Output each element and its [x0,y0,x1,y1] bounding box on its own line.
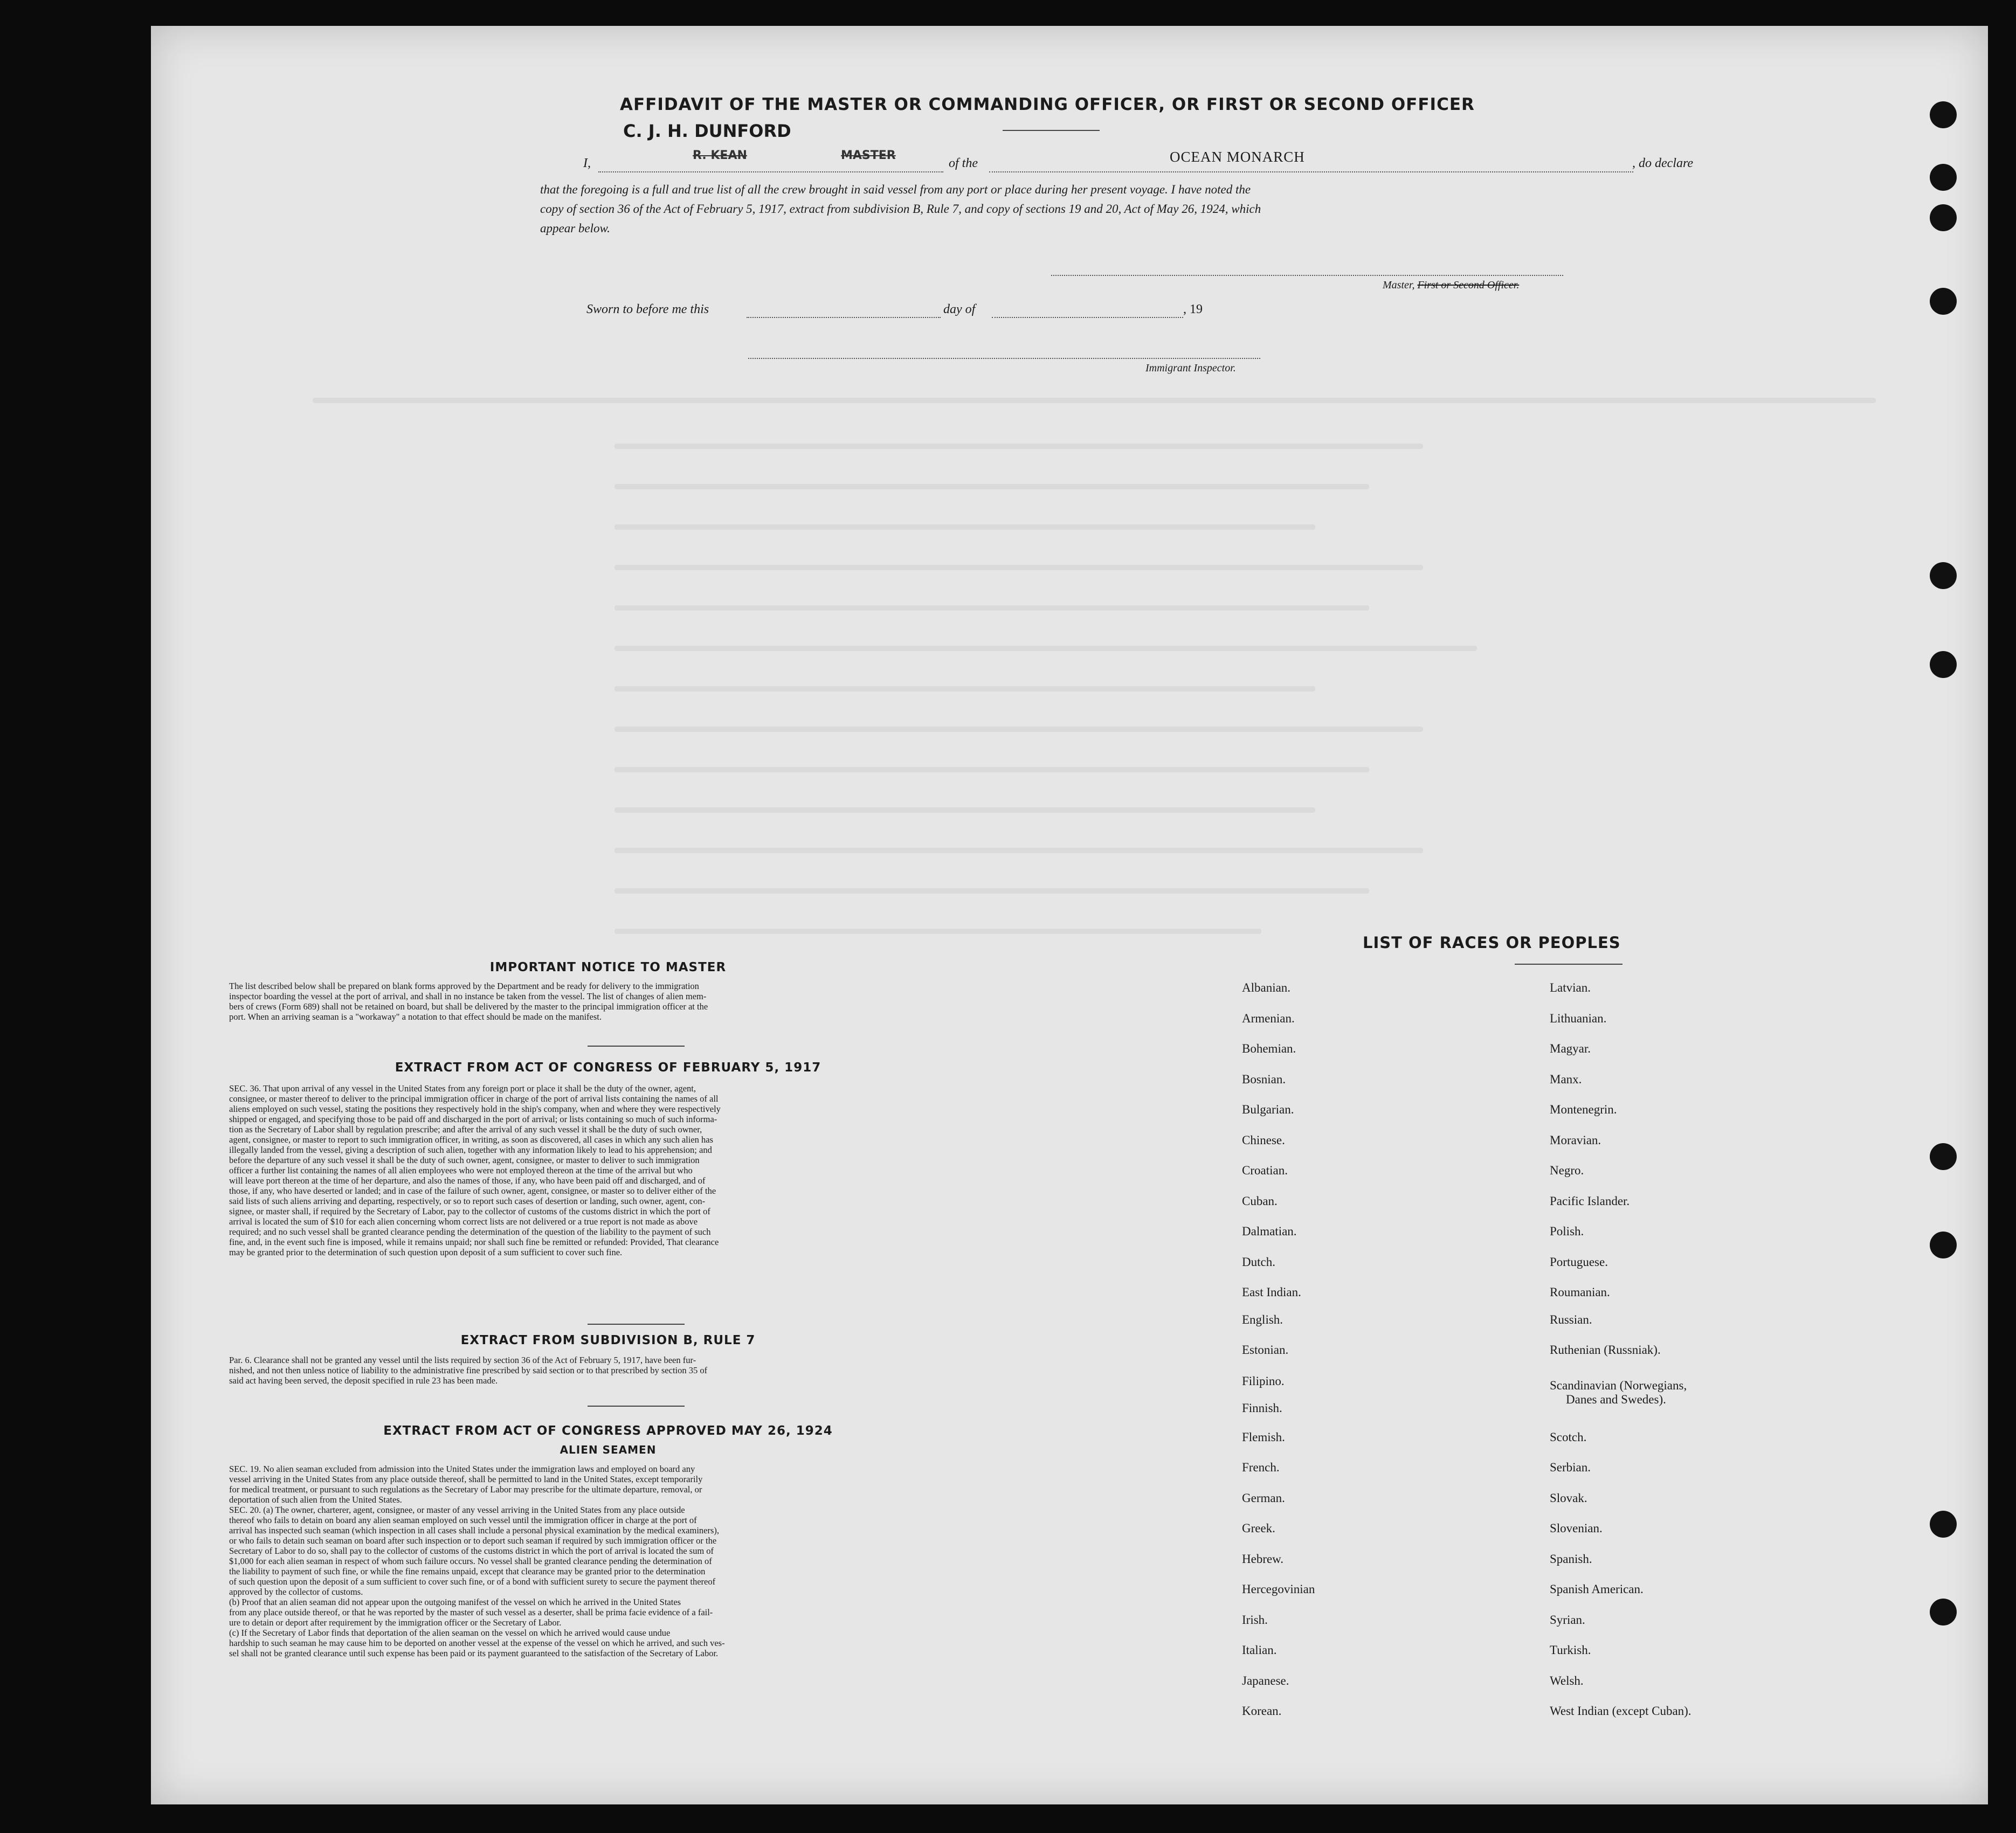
extract-line: consignee, or master thereof to deliver to the principal immigration officer in charge of the port of arrival lists containing the names of all [229,1094,719,1104]
race-item: French. [1242,1461,1280,1474]
race-item: Serbian. [1550,1461,1591,1474]
races-title-underline [1515,964,1623,965]
race-item: Japanese. [1242,1674,1289,1687]
inspector-caption: Immigrant Inspector. [1145,362,1236,374]
pronoun-i: I, [583,156,591,170]
race-item: Hercegovinian [1242,1582,1315,1596]
race-item: Croatian. [1242,1164,1288,1177]
signature-line [1051,275,1563,276]
race-item: Flemish. [1242,1430,1285,1444]
day-of-label: day of [943,302,976,316]
race-item: Roumanian. [1550,1285,1610,1299]
document-sheet [151,26,1988,1804]
race-item: Estonian. [1242,1343,1289,1357]
race-item: Finnish. [1242,1401,1282,1415]
race-item: Danes and Swedes). [1566,1393,1666,1406]
race-item: German. [1242,1491,1285,1505]
year-label: , 19 [1183,302,1203,316]
race-item: Italian. [1242,1643,1277,1657]
race-item: Polish. [1550,1225,1584,1238]
extract-line: shipped or engaged, and specifying those to be paid off and discharged in the port of arrival; or lists containing so much of such informa- [229,1114,717,1124]
race-item: Portuguese. [1550,1255,1608,1269]
race-item: Bosnian. [1242,1073,1286,1086]
extract-line: $1,000 for each alien seaman in respect of whom such failure occurs. No vessel shall be granted clearance pending the determination of [229,1556,712,1566]
extract-line: approved by the collector of customs. [229,1587,363,1597]
race-item: Bulgarian. [1242,1103,1294,1116]
race-item: Filipino. [1242,1374,1285,1388]
extract-1917-title: EXTRACT FROM ACT OF CONGRESS OF FEBRUARY 5, 1917 [395,1061,821,1075]
extract-line: from any place outside thereof, or that he was reported by the master of such vessel as a deserter, shall be prima facie evidence of a fail- [229,1607,713,1617]
section-divider [588,1324,685,1325]
vessel-field-line [989,171,1633,172]
extract-line: SEC. 20. (a) The owner, charterer, agent, consignee, or master of any vessel arriving in the United States from any place outside [229,1505,685,1515]
extract-line: sel shall not be granted clearance until such expense has been paid or its payment guaranteed to the satisfaction of the Secretary of Labor. [229,1648,719,1658]
affidavit-body-line-1: that the foregoing is a full and true list of all the crew brought in said vessel from any port or place during her present voyage. I have noted the [540,183,1251,196]
race-item: Syrian. [1550,1613,1585,1627]
extract-line: of such question upon the deposit of a sum sufficient to cover such fine, or of a bond with sufficient surety to secure the payment thereof [229,1576,716,1587]
binder-hole [1930,562,1957,589]
binder-hole [1930,101,1957,128]
binder-hole [1930,651,1957,678]
races-title: LIST OF RACES OR PEOPLES [1363,933,1621,952]
struck-role: MASTER [841,149,896,162]
section-divider [588,1406,685,1407]
sworn-date-field [747,317,941,318]
binder-hole [1930,204,1957,231]
affidavit-body-line-2: copy of section 36 of the Act of February 5, 1917, extract from subdivision B, Rule 7, and copy of sections 19 and 20, Act of May 26, 1924, which [540,202,1261,216]
affidavit-title: AFFIDAVIT OF THE MASTER OR COMMANDING OFFICER, OR FIRST OR SECOND OFFICER [620,95,1475,114]
binder-hole [1930,1232,1957,1258]
extract-1924-text [229,1464,1027,1658]
race-item: Dutch. [1242,1255,1275,1269]
race-item: Welsh. [1550,1674,1584,1687]
extract-line: those, if any, who have deserted or landed; and in case of the failure of such owner, agent, consignee, or master so to deliver either of the [229,1186,716,1196]
race-item: Spanish. [1550,1552,1592,1566]
race-item: Slovak. [1550,1491,1587,1505]
race-item: Turkish. [1550,1643,1591,1657]
extract-line: Par. 6. Clearance shall not be granted any vessel until the lists required by section 36 of the Act of February 5, 1917, have been fur- [229,1355,696,1365]
extract-1924-title: EXTRACT FROM ACT OF CONGRESS APPROVED MAY 26, 1924 [383,1424,833,1438]
race-item: Magyar. [1550,1042,1591,1055]
race-item: West Indian (except Cuban). [1550,1704,1691,1718]
struck-name: R. KEAN [693,149,747,162]
extract-line: the liability to payment of such fine, or while the fine remains unpaid, except that clearance may be granted prior to the determination [229,1566,706,1576]
extract-line: signee, or master shall, if required by the Secretary of Labor, pay to the collector of customs of the customs district in which the port of [229,1206,710,1216]
extract-line: Secretary of Labor to do so, shall pay to the collector of customs of the customs district in which the port of arrival is located the sum of [229,1546,714,1556]
race-item: Chinese. [1242,1133,1285,1147]
race-item: Irish. [1242,1613,1268,1627]
signature-role: Master, [1383,279,1415,291]
extract-line: ure to detain or deport after requirement by the immigration officer or the Secretary of Labor. [229,1617,562,1628]
binder-hole [1930,1143,1957,1170]
notice-title: IMPORTANT NOTICE TO MASTER [489,960,727,974]
extract-line: agent, consignee, or master to report to such immigration officer, in writing, as soon as discovered, all cases in which any such alien has [229,1135,714,1145]
name-field-line [598,171,943,172]
section-divider [588,1046,685,1047]
extract-line: for medical treatment, or pursuant to such regulations as the Secretary of Labor may prescribe for the ultimate departure, removal, or [229,1484,702,1495]
extract-line: or who fails to detain such seaman on board after such inspection or to deport such seaman if required by such immigration officer or the [229,1535,717,1546]
extract-line: tion as the Secretary of Labor shall by regulation prescribe; and after the arrival of any such vessel it shall be the duty of such owner, [229,1124,702,1135]
extract-line: officer a further list containing the names of all alien employees who were not employed thereon at the time of the arrival but who [229,1165,693,1175]
race-item: Manx. [1550,1073,1582,1086]
race-item: Dalmatian. [1242,1225,1297,1238]
race-item: East Indian. [1242,1285,1301,1299]
notice-line: bers of crews (Form 689) shall not be retained on board, but shall be delivered by the master to the principal immigration officer at the [229,1001,708,1012]
binder-hole [1930,1599,1957,1626]
extract-line: will leave port thereon at the time of her departure, and also the names of those, if any, who have been paid off and discharged, and of [229,1175,706,1186]
inspector-signature-line [748,358,1260,359]
race-item: Montenegrin. [1550,1103,1617,1116]
binder-hole [1930,288,1957,315]
extract-line: SEC. 36. That upon arrival of any vessel in the United States from any foreign port or place it shall be the duty of the owner, agent, [229,1083,696,1094]
race-item: Ruthenian (Russniak). [1550,1343,1661,1357]
race-item: Hebrew. [1242,1552,1284,1566]
affidavit-body-line-3: appear below. [540,222,610,235]
extract-1917-text [229,1083,1027,1257]
race-item: Slovenian. [1550,1521,1603,1535]
rule-7-title: EXTRACT FROM SUBDIVISION B, RULE 7 [460,1333,756,1347]
binder-hole [1930,164,1957,191]
rule-7-text [229,1355,1027,1386]
race-item: Negro. [1550,1164,1584,1177]
title-underline [1003,130,1100,131]
extract-line: aliens employed on such vessel, stating the positions they respectively hold in the ship's company, when and where they were respectively [229,1104,721,1114]
race-item: Pacific Islander. [1550,1194,1630,1208]
sworn-label: Sworn to before me this [586,302,709,316]
extract-line: (c) If the Secretary of Labor finds that deportation of the alien seaman on the vessel on which he arrived would cause undue [229,1628,671,1638]
race-item: English. [1242,1313,1283,1326]
race-item: Bohemian. [1242,1042,1296,1055]
race-item: Albanian. [1242,981,1291,994]
race-item: Lithuanian. [1550,1012,1607,1025]
race-item: Latvian. [1550,981,1591,994]
month-field [992,317,1183,318]
of-the-label: of the [949,156,978,170]
vessel-name: OCEAN MONARCH [1170,149,1305,165]
race-item: Korean. [1242,1704,1282,1718]
extract-line: before the departure of any such vessel it shall be the duty of such owner, agent, consignee, or master to deliver to such immigration [229,1155,700,1165]
race-item: Scotch. [1550,1430,1587,1444]
extract-line: fine, and, in the event such fine is imposed, while it remains unpaid; nor shall such fine be remitted or refunded: Provided, That clearance [229,1237,719,1247]
extract-line: required; and no such vessel shall be granted clearance pending the determination of the question of the liability to the payment of such [229,1227,711,1237]
notice-line: port. When an arriving seaman is a "workaway" a notation to that effect should be made on the manifest. [229,1012,602,1022]
extract-line: deportation of such alien from the United States. [229,1495,402,1505]
race-item: Moravian. [1550,1133,1601,1147]
extract-line: hardship to such seaman he may cause him to be deported on another vessel at the expense of the vessel on which he arrived, and such ves- [229,1638,725,1648]
extract-line: thereof who fails to detain on board any alien seaman employed on such vessel until the immigration officer in charge at the port of [229,1515,697,1525]
extract-line: said lists of such aliens arriving and departing, respectively, or so to report such cases of desertion or landing, such owner, agent, con- [229,1196,706,1206]
extract-line: SEC. 19. No alien seaman excluded from admission into the United States under the immigration laws and employed on board any [229,1464,695,1474]
race-item: Russian. [1550,1313,1592,1326]
extract-line: vessel arriving in the United States from any place outside thereof, shall be permitted to land in the United States, except temporarily [229,1474,703,1484]
race-item: Armenian. [1242,1012,1295,1025]
extract-line: (b) Proof that an alien seaman did not appear upon the outgoing manifest of the vessel on which he arrived in the United States [229,1597,681,1607]
extract-line: nished, and not then unless notice of liability to the administrative fine prescribed by said section or to that prescribed by section 35 of [229,1365,708,1375]
extract-line: said act having been served, the deposit specified in rule 23 has been made. [229,1375,498,1386]
notice-line: inspector boarding the vessel at the port of arrival, and shall in no instance be taken from the vessel. The list of changes of alien mem- [229,991,707,1001]
extract-line: illegally landed from the vessel, giving a description of such alien, together with any information likely to lead to his apprehension; and [229,1145,712,1155]
signature-caption [1383,279,1519,292]
notice-text [229,981,1027,1022]
binder-hole [1930,1511,1957,1538]
alien-seamen-subtitle: ALIEN SEAMEN [560,1443,657,1456]
do-declare-label: , do declare [1632,156,1694,170]
notice-line: The list described below shall be prepared on blank forms approved by the Department and be ready for delivery to the immigration [229,981,699,991]
master-name-stamp: C. J. H. DUNFORD [623,121,791,141]
race-item: Greek. [1242,1521,1275,1535]
signature-struck-officer: First or Second Officer. [1417,279,1520,291]
extract-line: arrival is located the sum of $10 for each alien concerning whom correct lists are not delivered or a true report is not made as above [229,1216,698,1227]
extract-line: may be granted prior to the determination of such question upon deposit of a sum sufficient to cover such fine. [229,1247,623,1257]
race-item: Cuban. [1242,1194,1278,1208]
extract-line: arrival has inspected such seaman (which inspection in all cases shall include a personal physical examination by the medical examiners), [229,1525,720,1535]
race-item: Spanish American. [1550,1582,1644,1596]
race-item: Scandinavian (Norwegians, [1550,1379,1687,1392]
